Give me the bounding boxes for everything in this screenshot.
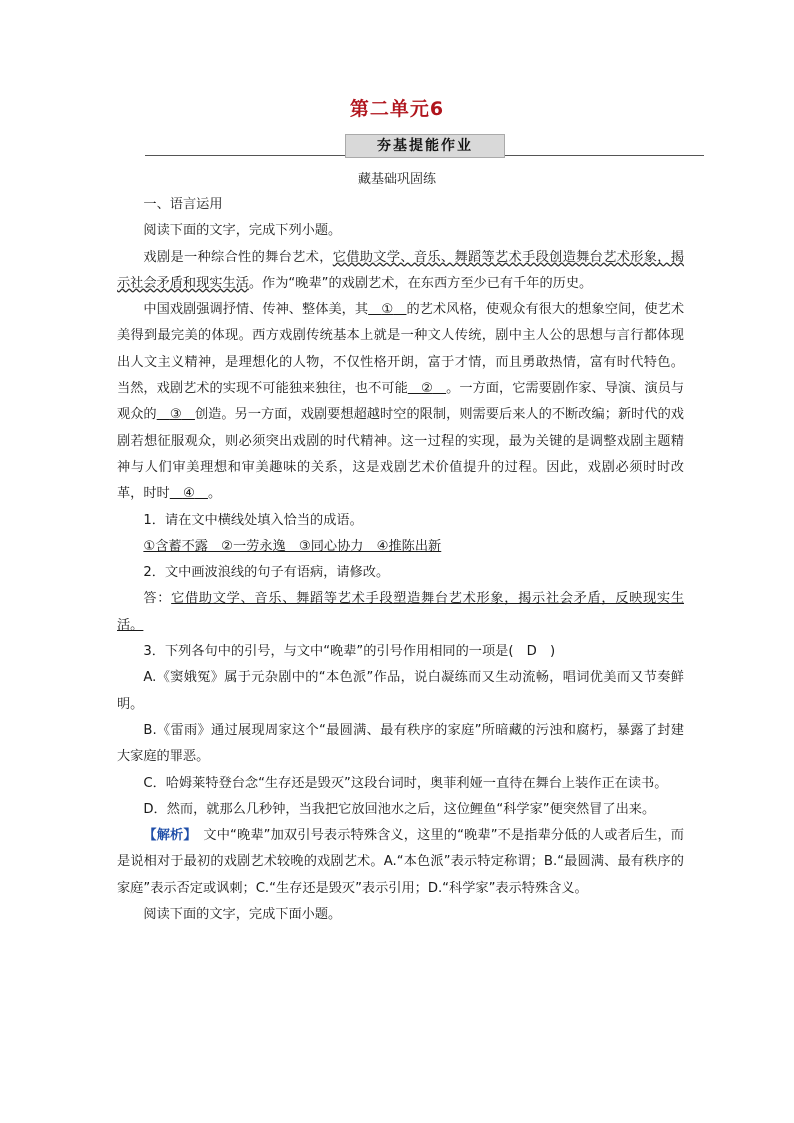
option-b: B.《雷雨》通过展现周家这个“最圆满、最有秩序的家庭”所暗藏的污浊和腐朽，暴露了封建大家庭的罪恶。 (117, 722, 684, 765)
option-d: D．然而，就那么几秒钟，当我把它放回池水之后，这位鲤鱼“科学家”便突然冒了出来。 (143, 801, 656, 817)
subheading: 藏基础巩固练 (357, 172, 436, 187)
section-heading: 一、语言运用 (143, 197, 223, 212)
passage-paragraph-2: 中国戏剧强调抒情、传神、整体美，其 ① 的艺术风格，使观众有很大的想象空间，使艺术美得到最完美的体现。西方戏剧传统基本上就是一种文人传统，剧中主人公的思想与言行都体现出人文主义精神，是理想化的人物，不仅性格开朗，富于才情，而且勇敢热情，富有时代特色。当然，戏剧艺术的实现不可能独来独往，也不可能 ② 。一方面，它需要剧作家、导演、演员与观众的 ③ 创造。另一方面，戏剧要想超越时空的限制，则需要后来人的不断改编；新时代的戏剧若想征服观众，则必须突出戏剧的时代精神。这一过程的实现，最为关键的是调整戏剧主题精神与人们审美理想和审美趣味的关系，这是戏剧艺术价值提升的过程。因此，戏剧必须时时改革，时时 ④ 。 (117, 302, 685, 502)
instruction-2: 阅读下面的文字，完成下面小题。 (143, 907, 342, 923)
banner-label: 夯基提能作业 (345, 134, 505, 158)
question-2: 2．文中画波浪线的句子有语病，请修改。 (143, 565, 390, 581)
passage-paragraph-1: 戏剧是一种综合性的舞台艺术，它借助文学、音乐、舞蹈等艺术手段创造舞台艺术形象，揭示社会矛盾和现实生活。作为“晚辈”的戏剧艺术，在东西方至少已有千年的历史。 (117, 249, 685, 291)
blank-1: ① (381, 302, 394, 318)
option-a: A.《窦娥冤》属于元杂剧中的“本色派”作品，说白凝练而又生动流畅，唱词优美而又节奏鲜明。 (117, 670, 684, 712)
wavy-underlined-sentence: 它借助文学、音乐、舞蹈等艺术手段创造舞台艺术形象，揭示社会矛盾和现实生活 (117, 249, 685, 291)
option-c: C．哈姆莱特登台念“生存还是毁灭”这段台词时，奥菲利娅一直待在舞台上装作正在读书。 (143, 775, 668, 791)
blank-2: ② (421, 381, 433, 397)
answer-1: ①含蓄不露 ②一劳永逸 ③同心协力 ④推陈出新 (143, 538, 442, 554)
document-body (117, 192, 684, 928)
instruction: 阅读下面的文字，完成下列小题。 (143, 223, 342, 239)
answer-2: 答：它借助文学、音乐、舞蹈等艺术手段塑造舞台艺术形象，揭示社会矛盾，反映现实生活。 (117, 591, 685, 633)
blank-3: ③ (169, 407, 182, 423)
question-3: 3．下列各句中的引号，与文中“晚辈”的引号作用相同的一项是( D ) (143, 644, 556, 660)
blank-4: ④ (182, 486, 195, 502)
page-title: 第二单元6 (349, 98, 445, 120)
question-1: 1．请在文中横线处填入恰当的成语。 (143, 512, 363, 528)
analysis-tag: 【解析】 (143, 828, 191, 844)
analysis: 【解析】 文中“晚辈”加双引号表示特殊含义，这里的“晚辈”不是指辈分低的人或者后生，而是说相对于最初的戏剧艺术较晚的戏剧艺术。A.“本色派”表示特定称谓；B.“最圆满、最有秩序的家庭”表示否定或讽刺；C.“生存还是毁灭”表示引用；D.“科学家”表示特殊含义。 (117, 828, 684, 896)
